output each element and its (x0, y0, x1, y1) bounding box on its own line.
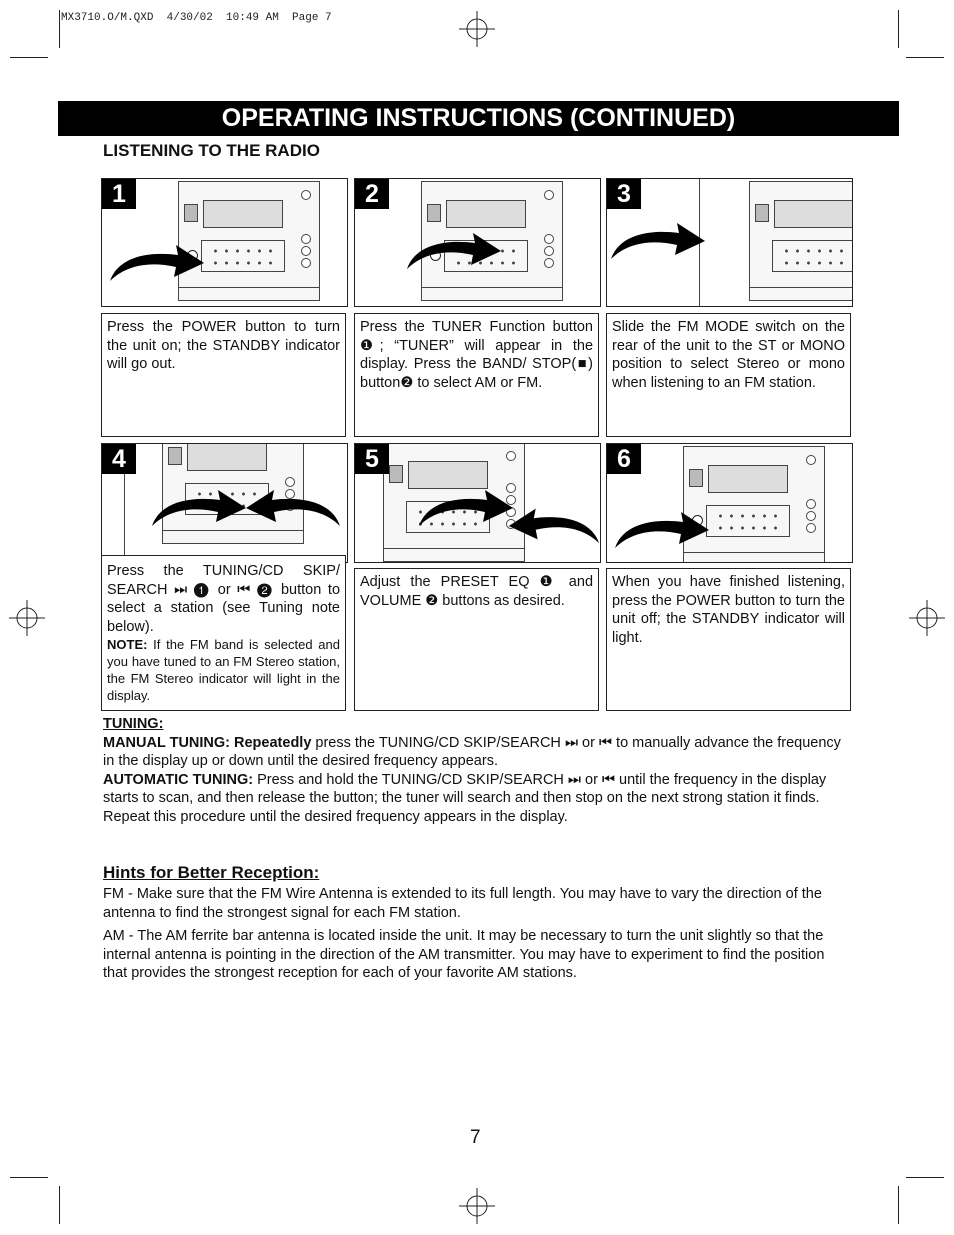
registration-mark-icon (909, 600, 945, 636)
marker-1: ❶ (539, 574, 559, 590)
stop-icon: ■ (576, 356, 589, 372)
crop-mark (10, 57, 48, 58)
registration-mark-icon (459, 1188, 495, 1224)
step-number: 4 (102, 444, 136, 474)
arrow-icon (613, 506, 713, 551)
arrow-icon (417, 484, 517, 529)
skip-forward-icon: ⏭ (174, 581, 188, 598)
tuning-section (103, 715, 848, 826)
step-6-description (606, 568, 851, 711)
arrow-icon (505, 502, 601, 547)
page-number: 7 (470, 1127, 481, 1148)
step-text: When you have finished listening, press the POWER button to turn the unit off; the STANDBY indicator will light. (612, 574, 845, 646)
marker-2: ❷ (425, 592, 439, 609)
skip-forward-icon: ⏭ (567, 771, 581, 788)
arrow-icon (108, 239, 208, 284)
step-text: Press the TUNER Function button ❶; “TUNER” will appear in the display. Press the BAND/ STOP(■) button❷ to select AM or FM. (360, 319, 594, 391)
step-5-illustration (354, 443, 601, 563)
step-1-description (101, 313, 346, 437)
automatic-tuning-text: AUTOMATIC TUNING: Press and hold the TUNING/CD SKIP/SEARCH ⏭ or ⏮ until the frequency in the display starts to scan, and then release the button; the tuner will search and then stop on the next strong station it finds. Repeat this procedure until the desired frequency appears in the display. (103, 771, 827, 825)
skip-back-icon: ⏮ (598, 734, 613, 751)
marker-1: ❶ (360, 337, 380, 354)
step-6-illustration (606, 443, 853, 563)
crop-mark (59, 10, 60, 48)
arrow-icon (242, 484, 342, 529)
step-number: 5 (355, 444, 389, 474)
registration-mark-icon (9, 600, 45, 636)
marker-1: ❶ (193, 581, 212, 598)
step-text: Press the TUNING/CD SKIP/ SEARCH ⏭ ❶ or ⏮ ❷ button to select a station (see Tuning note below). (107, 563, 341, 635)
step-4-illustration (101, 443, 348, 563)
marker-2: ❷ (256, 581, 275, 598)
crop-mark (906, 1177, 944, 1178)
step-number: 3 (607, 179, 641, 209)
step-3-illustration (606, 178, 853, 307)
skip-forward-icon: ⏭ (564, 734, 578, 751)
manual-tuning-text: MANUAL TUNING: Repeatedly press the TUNING/CD SKIP/SEARCH ⏭ or ⏮ to manually advance the frequency in the display up or down until the desired frequency appears. (103, 734, 841, 769)
crop-mark (10, 1177, 48, 1178)
step-4-description (101, 555, 346, 711)
step-3-description (606, 313, 851, 437)
crop-mark (59, 1186, 60, 1224)
step-2-illustration (354, 178, 601, 307)
skip-back-icon: ⏮ (237, 581, 251, 598)
step-2-description (354, 313, 599, 437)
registration-mark-icon (459, 11, 495, 47)
marker-2: ❷ (400, 374, 414, 391)
tuning-heading: TUNING: (103, 716, 164, 732)
arrow-icon (405, 227, 505, 272)
step-number: 2 (355, 179, 389, 209)
skip-back-icon: ⏮ (601, 771, 615, 788)
crop-mark (898, 1186, 899, 1224)
print-slug: MX3710.O/M.QXD 4/30/02 10:49 AM Page 7 (61, 12, 332, 24)
step-5-description (354, 568, 599, 711)
crop-mark (898, 10, 899, 48)
hint-am: AM - The AM ferrite bar antenna is located inside the unit. It may be necessary to turn the unit slightly so that the internal antenna is pointing in the direction of the AM transmitter. You may have to experiment to find the position that provides the strongest reception for each of your favorite AM stations. (103, 928, 825, 981)
step-text: Adjust the PRESET EQ ❶ and VOLUME ❷ buttons as desired. (360, 574, 594, 609)
step-number: 1 (102, 179, 136, 209)
step-number: 6 (607, 444, 641, 474)
arrow-icon (609, 217, 709, 262)
step-text: Press the POWER button to turn the unit on; the STANDBY indicator will go out. (107, 319, 340, 372)
hints-heading: Hints for Better Reception: (103, 863, 320, 882)
step-1-illustration (101, 178, 348, 307)
crop-mark (906, 57, 944, 58)
step-note: NOTE: If the FM band is selected and you have tuned to an FM Stereo station, the FM Stereo indicator will light in the display. (107, 637, 340, 703)
step-text: Slide the FM MODE switch on the rear of the unit to the ST or MONO position to select Stereo or mono when listening to an FM station. (612, 319, 845, 391)
stereo-unit-icon (749, 181, 853, 301)
arrow-icon (150, 484, 250, 529)
section-banner: OPERATING INSTRUCTIONS (CONTINUED) (58, 101, 899, 136)
subheading: LISTENING TO THE RADIO (103, 141, 320, 160)
hint-fm: FM - Make sure that the FM Wire Antenna is extended to its full length. You may have to vary the direction of the antenna to find the strongest signal for each FM station. (103, 886, 822, 921)
